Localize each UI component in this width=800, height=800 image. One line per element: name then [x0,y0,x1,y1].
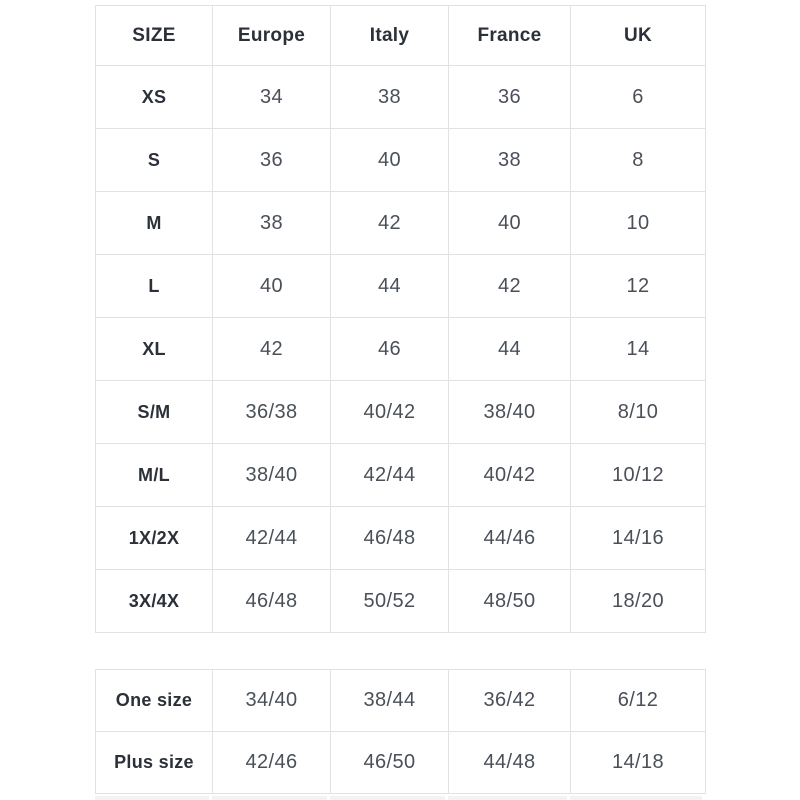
row-label: XS [96,66,213,129]
header-cell-france: France [449,6,571,66]
row-label: XL [96,318,213,381]
cropped-row-segment [448,796,567,800]
row-label: One size [96,670,213,732]
cell-value: 6 [571,66,706,129]
cell-value: 8 [571,129,706,192]
header-cell-italy: Italy [331,6,449,66]
cell-value: 36/42 [449,670,571,732]
table-row-s [96,129,706,192]
row-label: S/M [96,381,213,444]
cell-value: 42/46 [213,732,331,794]
cell-value: 40 [449,192,571,255]
cell-value: 46/48 [331,507,449,570]
cell-value: 46 [331,318,449,381]
table-row-3x-4x [96,570,706,633]
cell-value: 42 [449,255,571,318]
cell-value: 38 [213,192,331,255]
cell-value: 46/48 [213,570,331,633]
cell-value: 44/46 [449,507,571,570]
header-cell-europe: Europe [213,6,331,66]
cell-value: 38 [449,129,571,192]
cell-value: 44 [331,255,449,318]
row-label: L [96,255,213,318]
cell-value: 42 [331,192,449,255]
table-row-1x-2x [96,507,706,570]
row-label: M/L [96,444,213,507]
cell-value: 38/40 [449,381,571,444]
header-cell-uk: UK [571,6,706,66]
cell-value: 42/44 [331,444,449,507]
row-label: Plus size [96,732,213,794]
size-conversion-table [95,5,706,633]
cell-value: 40/42 [331,381,449,444]
table-row-m [96,192,706,255]
cell-value: 40 [213,255,331,318]
cell-value: 38/44 [331,670,449,732]
table-row-m-l [96,444,706,507]
cell-value: 36/38 [213,381,331,444]
cell-value: 46/50 [331,732,449,794]
cell-value: 10 [571,192,706,255]
cell-value: 8/10 [571,381,706,444]
cell-value: 44 [449,318,571,381]
cell-value: 40/42 [449,444,571,507]
table-row-s-m [96,381,706,444]
cell-value: 38/40 [213,444,331,507]
cell-value: 34 [213,66,331,129]
row-label: M [96,192,213,255]
cropped-row-segment [330,796,445,800]
cell-value: 36 [449,66,571,129]
cell-value: 44/48 [449,732,571,794]
cropped-row-segment [95,796,209,800]
table-row-xl [96,318,706,381]
cell-value: 34/40 [213,670,331,732]
cropped-row-segment [212,796,327,800]
header-row [96,6,706,66]
row-label: 3X/4X [96,570,213,633]
cell-value: 14/16 [571,507,706,570]
cell-value: 40 [331,129,449,192]
cell-value: 36 [213,129,331,192]
special-sizes-table [95,669,706,794]
cell-value: 42/44 [213,507,331,570]
cell-value: 12 [571,255,706,318]
cell-value: 18/20 [571,570,706,633]
table-row-plus-size [96,732,706,794]
cropped-row-segment [570,796,702,800]
cell-value: 42 [213,318,331,381]
table-row-xs [96,66,706,129]
table-row-one-size [96,670,706,732]
cropped-next-table-edge [95,796,705,800]
cell-value: 6/12 [571,670,706,732]
cell-value: 48/50 [449,570,571,633]
cell-value: 50/52 [331,570,449,633]
table-row-l [96,255,706,318]
row-label: S [96,129,213,192]
header-cell-size: SIZE [96,6,213,66]
cell-value: 14/18 [571,732,706,794]
row-label: 1X/2X [96,507,213,570]
cell-value: 38 [331,66,449,129]
cell-value: 14 [571,318,706,381]
cell-value: 10/12 [571,444,706,507]
